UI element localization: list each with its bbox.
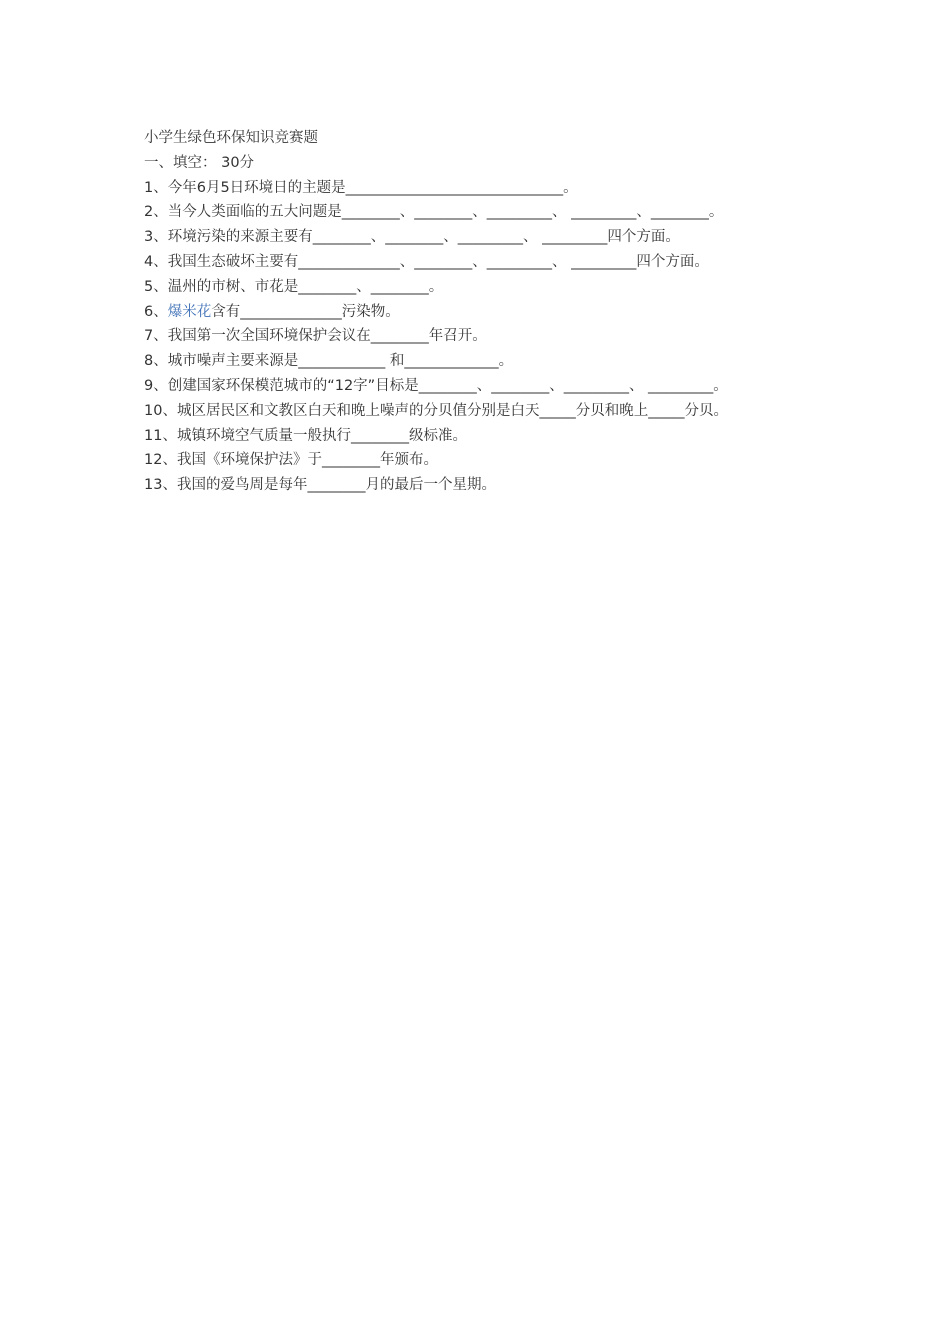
popcorn-link[interactable]: 爆米花 bbox=[167, 303, 212, 320]
question-11: 11、城镇环境空气质量一般执行________级标准。 bbox=[144, 427, 467, 444]
question-6 bbox=[144, 300, 824, 325]
question-13: 13、我国的爱鸟周是每年________月的最后一个星期。 bbox=[144, 477, 496, 494]
document-page bbox=[144, 126, 824, 498]
question-2: 2、当今人类面临的五大问题是________、________、_________、 _________、________。 bbox=[144, 204, 724, 221]
document-title: 小学生绿色环保知识竞赛题 bbox=[144, 130, 318, 146]
question-10: 10、城区居民区和文教区白天和晚上噪声的分贝值分别是白天_____分贝和晚上_____分贝。 bbox=[144, 402, 728, 419]
question-4: 4、我国生态破坏主要有______________、________、_________、 _________四个方面。 bbox=[144, 253, 709, 270]
question-8: 8、城市噪声主要来源是____________ 和_____________。 bbox=[144, 353, 514, 370]
question-5: 5、温州的市树、市花是________、________。 bbox=[144, 278, 444, 295]
question-3: 3、环境污染的来源主要有________、________、_________、 _________四个方面。 bbox=[144, 229, 680, 246]
question-12: 12、我国《环境保护法》于________年颁布。 bbox=[144, 452, 438, 469]
section-heading: 一、填空： 30分 bbox=[144, 154, 255, 171]
question-6-suffix: 含有______________污染物。 bbox=[211, 303, 400, 320]
question-6-prefix: 6、 bbox=[144, 303, 168, 320]
question-7: 7、我国第一次全国环境保护会议在________年召开。 bbox=[144, 328, 487, 345]
question-9: 9、创建国家环保模范城市的“12字”目标是________、________、_________、 _________。 bbox=[144, 377, 728, 394]
question-1: 1、今年6月5日环境日的主题是______________________________。 bbox=[144, 179, 578, 196]
